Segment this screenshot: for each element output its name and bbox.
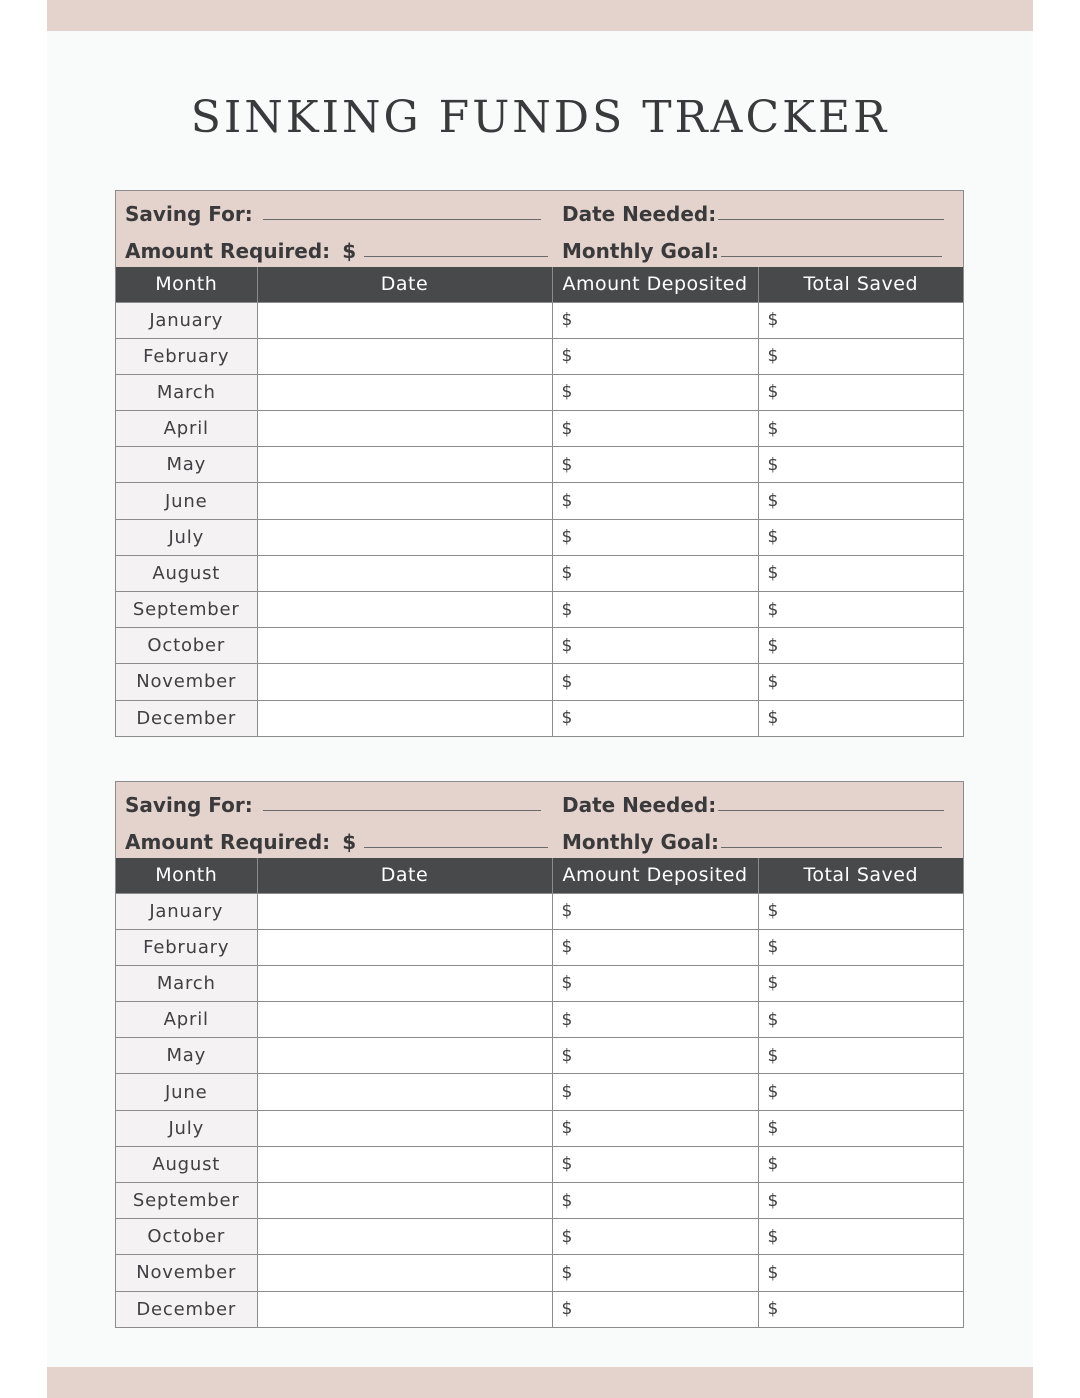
- total-saved-cell[interactable]: $: [758, 483, 963, 519]
- tracker-table: [116, 267, 963, 736]
- total-saved-cell[interactable]: $: [758, 1219, 963, 1255]
- amount-deposited-cell[interactable]: $: [552, 1255, 758, 1291]
- table-row: [116, 1002, 963, 1038]
- total-saved-cell[interactable]: $: [758, 411, 963, 447]
- amount-deposited-cell[interactable]: $: [552, 1146, 758, 1182]
- month-cell: August: [116, 1146, 257, 1182]
- tracker-info-panel: [116, 782, 963, 858]
- amount-required-field[interactable]: [125, 826, 548, 854]
- month-cell: October: [116, 628, 257, 664]
- total-saved-cell[interactable]: $: [758, 893, 963, 929]
- tracker-table: [116, 858, 963, 1327]
- total-saved-cell[interactable]: $: [758, 1183, 963, 1219]
- date-cell[interactable]: [257, 338, 552, 374]
- date-cell[interactable]: [257, 411, 552, 447]
- date-cell[interactable]: [257, 519, 552, 555]
- table-row: [116, 1183, 963, 1219]
- total-saved-cell[interactable]: $: [758, 592, 963, 628]
- date-cell[interactable]: [257, 555, 552, 591]
- month-cell: December: [116, 700, 257, 736]
- date-cell[interactable]: [257, 1038, 552, 1074]
- date-cell[interactable]: [257, 965, 552, 1001]
- column-header-date: Date: [257, 267, 552, 302]
- total-saved-cell[interactable]: $: [758, 1074, 963, 1110]
- month-cell: May: [116, 1038, 257, 1074]
- page-title: SINKING FUNDS TRACKER: [190, 92, 890, 143]
- amount-deposited-cell[interactable]: $: [552, 338, 758, 374]
- monthly-goal-field[interactable]: [562, 235, 942, 263]
- table-row: [116, 592, 963, 628]
- month-cell: January: [116, 302, 257, 338]
- saving-for-label: Saving For:: [125, 202, 253, 226]
- column-header-total-saved: Total Saved: [758, 267, 963, 302]
- amount-deposited-cell[interactable]: $: [552, 1219, 758, 1255]
- date-needed-label: Date Needed:: [562, 202, 717, 226]
- month-cell: December: [116, 1291, 257, 1327]
- table-row: [116, 338, 963, 374]
- date-needed-field[interactable]: [562, 789, 944, 817]
- date-cell[interactable]: [257, 929, 552, 965]
- monthly-goal-label: Monthly Goal:: [562, 239, 720, 263]
- table-row: [116, 1038, 963, 1074]
- month-cell: September: [116, 1183, 257, 1219]
- month-cell: April: [116, 411, 257, 447]
- column-header-amount-deposited: Amount Deposited: [552, 267, 758, 302]
- amount-deposited-cell[interactable]: $: [552, 592, 758, 628]
- amount-deposited-cell[interactable]: $: [552, 1074, 758, 1110]
- date-cell[interactable]: [257, 1255, 552, 1291]
- month-cell: November: [116, 664, 257, 700]
- month-cell: March: [116, 965, 257, 1001]
- total-saved-cell[interactable]: $: [758, 664, 963, 700]
- date-cell[interactable]: [257, 628, 552, 664]
- amount-deposited-cell[interactable]: $: [552, 302, 758, 338]
- total-saved-cell[interactable]: $: [758, 1291, 963, 1327]
- total-saved-cell[interactable]: $: [758, 965, 963, 1001]
- month-cell: June: [116, 1074, 257, 1110]
- amount-deposited-cell[interactable]: $: [552, 628, 758, 664]
- table-body: [116, 302, 963, 736]
- table-row: [116, 664, 963, 700]
- amount-deposited-cell[interactable]: $: [552, 483, 758, 519]
- table-row: [116, 374, 963, 410]
- bottom-band: [47, 1367, 1033, 1398]
- total-saved-cell[interactable]: $: [758, 374, 963, 410]
- amount-deposited-cell[interactable]: $: [552, 893, 758, 929]
- date-cell[interactable]: [257, 1110, 552, 1146]
- table-row: [116, 302, 963, 338]
- amount-required-field[interactable]: [125, 235, 548, 263]
- amount-deposited-cell[interactable]: $: [552, 519, 758, 555]
- monthly-goal-line[interactable]: [721, 256, 942, 257]
- total-saved-cell[interactable]: $: [758, 700, 963, 736]
- month-cell: November: [116, 1255, 257, 1291]
- table-row: [116, 1219, 963, 1255]
- column-header-amount-deposited: Amount Deposited: [552, 858, 758, 893]
- currency-symbol: $: [342, 830, 357, 854]
- date-cell[interactable]: [257, 483, 552, 519]
- amount-deposited-cell[interactable]: $: [552, 1291, 758, 1327]
- total-saved-cell[interactable]: $: [758, 1255, 963, 1291]
- amount-deposited-cell[interactable]: $: [552, 555, 758, 591]
- total-saved-cell[interactable]: $: [758, 555, 963, 591]
- month-cell: October: [116, 1219, 257, 1255]
- saving-for-line[interactable]: [263, 810, 541, 811]
- saving-for-label: Saving For:: [125, 793, 253, 817]
- total-saved-cell[interactable]: $: [758, 302, 963, 338]
- amount-required-line[interactable]: [364, 256, 548, 257]
- table-row: [116, 700, 963, 736]
- table-header-row: [116, 858, 963, 893]
- month-cell: July: [116, 519, 257, 555]
- amount-deposited-cell[interactable]: $: [552, 447, 758, 483]
- date-cell[interactable]: [257, 592, 552, 628]
- column-header-month: Month: [116, 267, 257, 302]
- table-row: [116, 929, 963, 965]
- table-row: [116, 411, 963, 447]
- date-cell[interactable]: [257, 1183, 552, 1219]
- amount-deposited-cell[interactable]: $: [552, 1183, 758, 1219]
- tracker-block: [115, 190, 964, 737]
- total-saved-cell[interactable]: $: [758, 447, 963, 483]
- total-saved-cell[interactable]: $: [758, 929, 963, 965]
- date-needed-field[interactable]: [562, 198, 944, 226]
- month-cell: September: [116, 592, 257, 628]
- date-cell[interactable]: [257, 447, 552, 483]
- amount-deposited-cell[interactable]: $: [552, 664, 758, 700]
- date-cell[interactable]: [257, 893, 552, 929]
- table-row: [116, 1074, 963, 1110]
- saving-for-field[interactable]: [125, 198, 541, 226]
- table-row: [116, 893, 963, 929]
- month-cell: March: [116, 374, 257, 410]
- date-cell[interactable]: [257, 302, 552, 338]
- table-row: [116, 483, 963, 519]
- total-saved-cell[interactable]: $: [758, 1146, 963, 1182]
- month-cell: August: [116, 555, 257, 591]
- total-saved-cell[interactable]: $: [758, 519, 963, 555]
- saving-for-line[interactable]: [263, 219, 541, 220]
- month-cell: May: [116, 447, 257, 483]
- amount-deposited-cell[interactable]: $: [552, 1038, 758, 1074]
- column-header-total-saved: Total Saved: [758, 858, 963, 893]
- month-cell: February: [116, 929, 257, 965]
- date-cell[interactable]: [257, 1146, 552, 1182]
- top-band: [47, 0, 1033, 31]
- table-header-row: [116, 267, 963, 302]
- amount-deposited-cell[interactable]: $: [552, 1002, 758, 1038]
- amount-deposited-cell[interactable]: $: [552, 965, 758, 1001]
- month-cell: July: [116, 1110, 257, 1146]
- amount-required-label: Amount Required:: [125, 239, 331, 263]
- tracker-info-panel: [116, 191, 963, 267]
- date-cell[interactable]: [257, 700, 552, 736]
- amount-required-label: Amount Required:: [125, 830, 331, 854]
- total-saved-cell[interactable]: $: [758, 338, 963, 374]
- date-cell[interactable]: [257, 1291, 552, 1327]
- date-cell[interactable]: [257, 374, 552, 410]
- planner-page: [47, 0, 1033, 1398]
- table-row: [116, 965, 963, 1001]
- monthly-goal-field[interactable]: [562, 826, 942, 854]
- date-cell[interactable]: [257, 1219, 552, 1255]
- column-header-month: Month: [116, 858, 257, 893]
- amount-deposited-cell[interactable]: $: [552, 1110, 758, 1146]
- month-cell: June: [116, 483, 257, 519]
- total-saved-cell[interactable]: $: [758, 1002, 963, 1038]
- table-row: [116, 555, 963, 591]
- table-row: [116, 628, 963, 664]
- table-row: [116, 1255, 963, 1291]
- table-row: [116, 447, 963, 483]
- table-row: [116, 1146, 963, 1182]
- month-cell: April: [116, 1002, 257, 1038]
- month-cell: January: [116, 893, 257, 929]
- date-cell[interactable]: [257, 664, 552, 700]
- table-row: [116, 519, 963, 555]
- date-cell[interactable]: [257, 1002, 552, 1038]
- total-saved-cell[interactable]: $: [758, 1038, 963, 1074]
- table-body: [116, 893, 963, 1327]
- total-saved-cell[interactable]: $: [758, 628, 963, 664]
- column-header-date: Date: [257, 858, 552, 893]
- amount-deposited-cell[interactable]: $: [552, 700, 758, 736]
- amount-deposited-cell[interactable]: $: [552, 411, 758, 447]
- amount-required-line[interactable]: [364, 847, 548, 848]
- date-cell[interactable]: [257, 1074, 552, 1110]
- total-saved-cell[interactable]: $: [758, 1110, 963, 1146]
- monthly-goal-label: Monthly Goal:: [562, 830, 720, 854]
- table-row: [116, 1291, 963, 1327]
- amount-deposited-cell[interactable]: $: [552, 374, 758, 410]
- date-needed-line[interactable]: [718, 810, 944, 811]
- tracker-block: [115, 781, 964, 1328]
- table-row: [116, 1110, 963, 1146]
- month-cell: February: [116, 338, 257, 374]
- date-needed-label: Date Needed:: [562, 793, 717, 817]
- amount-deposited-cell[interactable]: $: [552, 929, 758, 965]
- date-needed-line[interactable]: [718, 219, 944, 220]
- monthly-goal-line[interactable]: [721, 847, 942, 848]
- currency-symbol: $: [342, 239, 357, 263]
- saving-for-field[interactable]: [125, 789, 541, 817]
